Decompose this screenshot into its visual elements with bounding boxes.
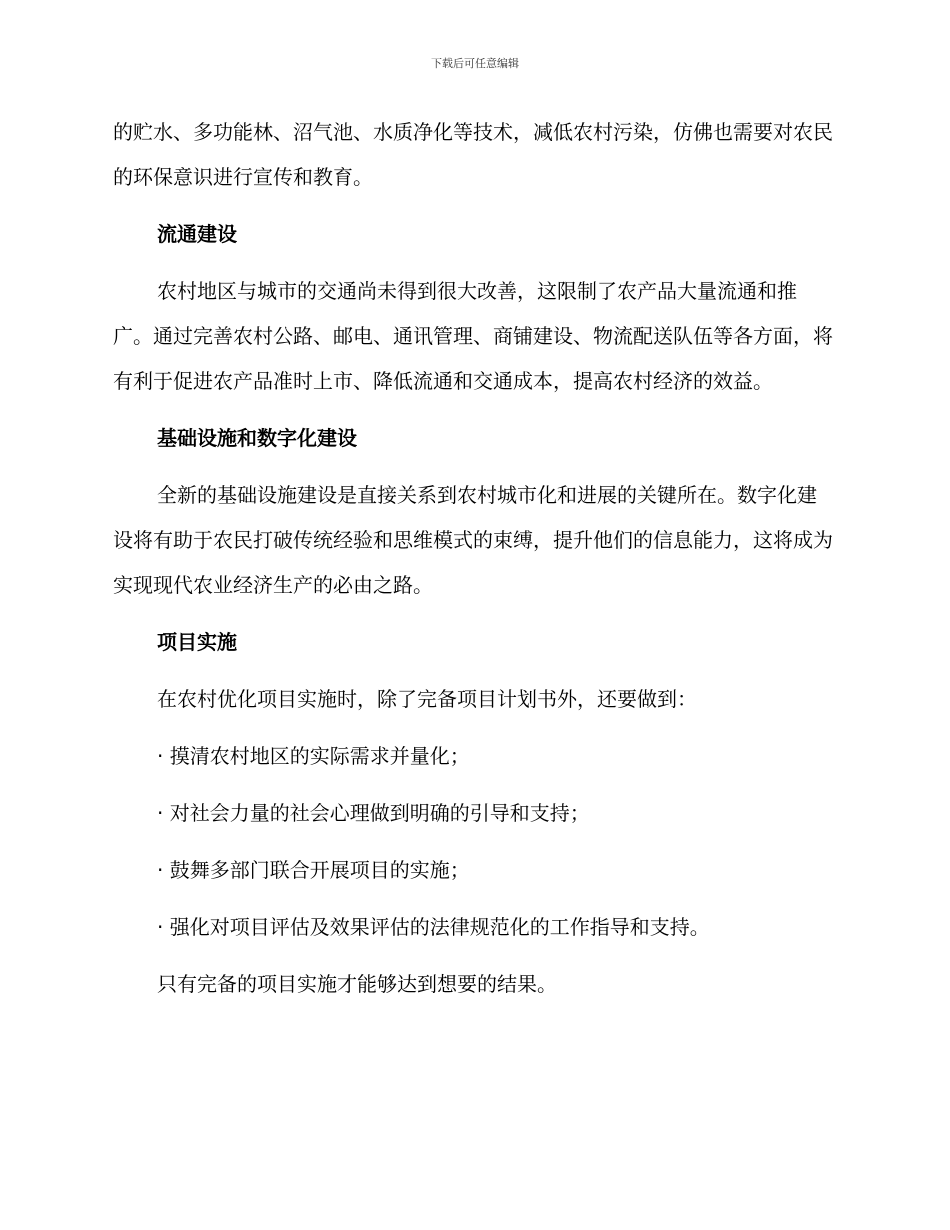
section-heading-circulation: 流通建设	[157, 222, 237, 246]
paragraph-environment: 的贮水、多功能林、沼气池、水质净化等技术，减低农村污染，仿佛也需要对农民的环保意识进行宣传和教育。	[113, 120, 833, 189]
section-heading-infrastructure: 基础设施和数字化建设	[157, 426, 357, 450]
page-header: 下载后可任意编辑	[431, 57, 519, 70]
paragraph-implementation-intro: 在农村优化项目实施时，除了完备项目计划书外，还要做到：	[157, 687, 697, 711]
list-item: · 强化对项目评估及效果评估的法律规范化的工作指导和支持。	[157, 915, 710, 939]
paragraph-circulation: 农村地区与城市的交通尚未得到很大改善，这限制了农产品大量流通和推广。通过完善农村公路、邮电、通讯管理、商铺建设、物流配送队伍等各方面，将有利于促进农产品准时上市、降低流通和交通成本，提高农村经济的效益。	[113, 279, 833, 393]
list-item: · 摸清农村地区的实际需求并量化；	[157, 744, 470, 768]
paragraph-conclusion: 只有完备的项目实施才能够达到想要的结果。	[157, 972, 557, 996]
section-heading-implementation: 项目实施	[157, 630, 237, 654]
paragraph-infrastructure: 全新的基础设施建设是直接关系到农村城市化和进展的关键所在。数字化建设将有助于农民打破传统经验和思维模式的束缚，提升他们的信息能力，这将成为实现现代农业经济生产的必由之路。	[113, 483, 833, 597]
document-body	[113, 110, 833, 1019]
list-item: · 鼓舞多部门联合开展项目的实施；	[157, 858, 470, 882]
list-item: · 对社会力量的社会心理做到明确的引导和支持；	[157, 801, 590, 825]
